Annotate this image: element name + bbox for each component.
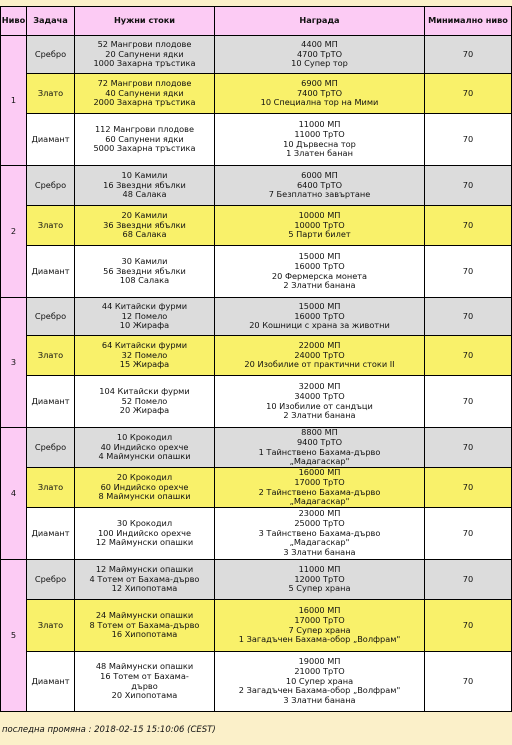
- rewards-table: [0, 6, 512, 712]
- min-level-cell: 70: [425, 206, 512, 246]
- goods-cell: [75, 166, 215, 206]
- reward-line: 10 Изобилие от сандъци: [266, 400, 373, 411]
- goods-line: 60 Индийско орехче: [100, 481, 189, 492]
- level-cell: 1: [1, 36, 27, 166]
- goods-line: 10 Крокодил: [116, 431, 173, 442]
- min-level-cell: 70: [425, 166, 512, 206]
- goods-line: 40 Сапунени ядки: [105, 87, 184, 98]
- reward-cell: [215, 468, 425, 508]
- goods-line: 8 Маймунски опашки: [98, 491, 191, 502]
- task-name-cell: Диамант: [27, 652, 75, 712]
- goods-line: 32 Помело: [121, 349, 168, 360]
- reward-line: 6400 ТрТО: [296, 179, 343, 190]
- reward-line: 15000 МП: [298, 300, 341, 311]
- table-row: [1, 114, 512, 166]
- goods-line: 24 Маймунски опашки: [95, 609, 194, 620]
- goods-line: 20 Крокодил: [116, 471, 173, 482]
- min-level-cell: 70: [425, 36, 512, 74]
- goods-line: 16 Хипопотама: [111, 629, 178, 640]
- goods-cell: [75, 114, 215, 166]
- reward-cell: [215, 600, 425, 652]
- reward-line: 4400 МП: [301, 38, 338, 49]
- reward-line: „Мадагаскар": [289, 496, 350, 507]
- reward-line: 23000 МП: [298, 508, 341, 519]
- goods-line: 112 Мангрови плодове: [94, 123, 195, 134]
- task-name-cell: Диамант: [27, 376, 75, 428]
- reward-line: 10 Специална тор на Мими: [260, 97, 379, 108]
- goods-cell: [75, 298, 215, 336]
- table-row: [1, 508, 512, 560]
- reward-line: 2 Тайнствено Бахама-дърво: [258, 486, 381, 497]
- table-row: [1, 376, 512, 428]
- reward-cell: [215, 298, 425, 336]
- goods-line: 40 Индийско орехче: [100, 441, 189, 452]
- reward-line: 15000 МП: [298, 251, 341, 262]
- reward-line: 16000 МП: [298, 605, 341, 616]
- goods-line: 8 Тотем от Бахама-дърво: [89, 619, 200, 630]
- goods-line: 12 Хипопотама: [111, 583, 178, 594]
- reward-line: 32000 МП: [298, 381, 341, 392]
- header-goods: Нужни стоки: [75, 7, 215, 36]
- goods-line: 108 Салака: [119, 275, 170, 286]
- task-name-cell: Сребро: [27, 166, 75, 206]
- reward-line: 10 Супер тор: [291, 58, 348, 69]
- reward-line: 2 Златни банана: [283, 410, 356, 421]
- reward-cell: [215, 652, 425, 712]
- reward-line: 11000 ТрТО: [294, 128, 345, 139]
- table-row: [1, 468, 512, 508]
- goods-cell: [75, 376, 215, 428]
- task-name-cell: Диамант: [27, 508, 75, 560]
- reward-cell: [215, 376, 425, 428]
- goods-line: 56 Звездни ябълки: [103, 265, 186, 276]
- reward-cell: [215, 428, 425, 468]
- reward-line: 2 Загадъчен Бахама-обор „Волфрам": [238, 685, 401, 696]
- reward-line: 16000 ТрТО: [294, 260, 345, 271]
- reward-line: 3 Тайнствено Бахама-дърво: [258, 527, 381, 538]
- goods-line: 15 Жирафа: [119, 359, 170, 370]
- table-row: [1, 652, 512, 712]
- goods-line: 12 Маймунски опашки: [95, 563, 194, 574]
- min-level-cell: 70: [425, 508, 512, 560]
- reward-cell: [215, 560, 425, 600]
- reward-line: 10 Дървесна тор: [283, 138, 356, 149]
- goods-line: 30 Крокодил: [116, 517, 173, 528]
- header-min-level: Минимално ниво: [425, 7, 512, 36]
- goods-line: 30 Камили: [121, 255, 168, 266]
- goods-line: 16 Звездни ябълки: [103, 179, 186, 190]
- reward-line: 11000 МП: [298, 563, 341, 574]
- last-modified: последна промяна : 2018-02-15 15:10:06 (CEST): [2, 725, 216, 735]
- min-level-cell: 70: [425, 336, 512, 376]
- table-row: [1, 336, 512, 376]
- task-name-cell: Сребро: [27, 36, 75, 74]
- task-name-cell: Сребро: [27, 298, 75, 336]
- reward-line: 4700 ТрТО: [296, 48, 343, 59]
- goods-cell: [75, 36, 215, 74]
- goods-line: 44 Китайски фурми: [101, 300, 188, 311]
- task-name-cell: Диамант: [27, 114, 75, 166]
- goods-line: 52 Помело: [121, 395, 168, 406]
- goods-cell: [75, 246, 215, 298]
- reward-line: 9400 ТрТО: [296, 436, 343, 447]
- min-level-cell: 70: [425, 114, 512, 166]
- reward-line: 5 Парти билет: [288, 229, 351, 240]
- reward-line: 11000 МП: [298, 119, 341, 130]
- reward-line: 3 Златни банана: [283, 547, 356, 558]
- reward-line: 24000 ТрТО: [294, 349, 345, 360]
- goods-line: 36 Звездни ябълки: [103, 219, 186, 230]
- goods-cell: [75, 560, 215, 600]
- reward-line: 7 Супер храна: [288, 624, 351, 635]
- reward-line: 2 Златни банана: [283, 280, 356, 291]
- reward-line: „Мадагаскар": [289, 456, 350, 467]
- min-level-cell: 70: [425, 600, 512, 652]
- goods-line: 20 Хипопотама: [111, 690, 178, 701]
- reward-line: 19000 МП: [298, 656, 341, 667]
- table-row: [1, 428, 512, 468]
- reward-cell: [215, 336, 425, 376]
- goods-line: 1000 Захарна тръстика: [93, 58, 196, 69]
- table-row: [1, 246, 512, 298]
- goods-line: 20 Сапунени ядки: [105, 48, 184, 59]
- table-row: [1, 560, 512, 600]
- goods-line: 20 Жирафа: [119, 405, 170, 416]
- goods-cell: [75, 652, 215, 712]
- task-name-cell: Злато: [27, 206, 75, 246]
- goods-line: 2000 Захарна тръстика: [93, 97, 196, 108]
- goods-cell: [75, 428, 215, 468]
- header-level: Ниво: [1, 7, 27, 36]
- task-name-cell: Злато: [27, 336, 75, 376]
- goods-cell: [75, 468, 215, 508]
- reward-line: 5 Супер храна: [288, 583, 351, 594]
- level-cell: 4: [1, 428, 27, 560]
- table-row: [1, 600, 512, 652]
- reward-line: 10000 МП: [298, 209, 341, 220]
- min-level-cell: 70: [425, 468, 512, 508]
- reward-cell: [215, 36, 425, 74]
- goods-line: 5000 Захарна тръстика: [93, 143, 196, 154]
- reward-line: 16000 ТрТО: [294, 310, 345, 321]
- goods-line: 10 Камили: [121, 169, 168, 180]
- reward-line: 20 Фермерска монета: [271, 270, 368, 281]
- reward-line: 16000 МП: [298, 467, 341, 478]
- reward-cell: [215, 114, 425, 166]
- reward-line: 17000 ТрТО: [294, 476, 345, 487]
- task-name-cell: Диамант: [27, 246, 75, 298]
- min-level-cell: 70: [425, 74, 512, 114]
- reward-line: 17000 ТрТО: [294, 614, 345, 625]
- reward-line: 7 Безплатно завъртане: [268, 189, 371, 200]
- reward-line: 3 Златни банана: [283, 695, 356, 706]
- task-name-cell: Злато: [27, 74, 75, 114]
- goods-line: 100 Индийско орехче: [97, 527, 192, 538]
- goods-line: дърво: [131, 680, 158, 691]
- goods-line: 10 Жирафа: [119, 320, 170, 331]
- goods-line: 60 Сапунени ядки: [105, 133, 184, 144]
- table-row: [1, 206, 512, 246]
- goods-cell: [75, 600, 215, 652]
- goods-line: 12 Помело: [121, 310, 168, 321]
- reward-line: 1 Тайнствено Бахама-дърво: [258, 446, 381, 457]
- header-reward: Награда: [215, 7, 425, 36]
- reward-line: 8800 МП: [301, 427, 338, 438]
- reward-line: 12000 ТрТО: [294, 573, 345, 584]
- task-name-cell: Сребро: [27, 428, 75, 468]
- goods-line: 4 Маймунски опашки: [98, 451, 191, 462]
- goods-line: 68 Салака: [122, 229, 167, 240]
- min-level-cell: 70: [425, 298, 512, 336]
- reward-line: 7400 ТрТО: [296, 87, 343, 98]
- reward-cell: [215, 508, 425, 560]
- header-row: [1, 7, 512, 36]
- reward-line: 10 Супер храна: [285, 675, 354, 686]
- reward-line: 6000 МП: [301, 169, 338, 180]
- reward-line: „Мадагаскар": [289, 537, 350, 548]
- table-row: [1, 36, 512, 74]
- table-row: [1, 74, 512, 114]
- task-name-cell: Злато: [27, 600, 75, 652]
- goods-line: 4 Тотем от Бахама-дърво: [89, 573, 200, 584]
- reward-line: 10000 ТрТО: [294, 219, 345, 230]
- min-level-cell: 70: [425, 428, 512, 468]
- goods-line: 64 Китайски фурми: [101, 339, 188, 350]
- goods-cell: [75, 336, 215, 376]
- min-level-cell: 70: [425, 246, 512, 298]
- table-row: [1, 298, 512, 336]
- level-cell: 3: [1, 298, 27, 428]
- min-level-cell: 70: [425, 560, 512, 600]
- goods-line: 72 Мангрови плодове: [97, 77, 192, 88]
- reward-line: 20 Изобилие от практични стоки II: [244, 359, 395, 370]
- min-level-cell: 70: [425, 652, 512, 712]
- goods-line: 48 Маймунски опашки: [95, 661, 194, 672]
- goods-cell: [75, 206, 215, 246]
- goods-line: 104 Китайски фурми: [99, 385, 190, 396]
- reward-line: 1 Златен банан: [286, 148, 353, 159]
- reward-line: 22000 МП: [298, 339, 341, 350]
- goods-line: 16 Тотем от Бахама-: [100, 670, 189, 681]
- goods-line: 48 Салака: [122, 189, 167, 200]
- reward-cell: [215, 166, 425, 206]
- reward-cell: [215, 206, 425, 246]
- reward-cell: [215, 74, 425, 114]
- goods-cell: [75, 508, 215, 560]
- reward-line: 1 Загадъчен Бахама-обор „Волфрам": [238, 634, 401, 645]
- goods-line: 20 Камили: [121, 209, 168, 220]
- table-row: [1, 166, 512, 206]
- reward-line: 20 Кошници с храна за животни: [249, 320, 390, 331]
- reward-line: 21000 ТрТО: [294, 665, 345, 676]
- level-cell: 5: [1, 560, 27, 712]
- task-name-cell: Злато: [27, 468, 75, 508]
- reward-line: 25000 ТрТО: [294, 517, 345, 528]
- task-name-cell: Сребро: [27, 560, 75, 600]
- reward-line: 34000 ТрТО: [294, 390, 345, 401]
- goods-cell: [75, 74, 215, 114]
- reward-cell: [215, 246, 425, 298]
- min-level-cell: 70: [425, 376, 512, 428]
- table-body: [1, 36, 512, 712]
- level-cell: 2: [1, 166, 27, 298]
- goods-line: 52 Мангрови плодове: [97, 38, 192, 49]
- goods-line: 12 Маймунски опашки: [95, 537, 194, 548]
- reward-line: 6900 МП: [301, 77, 338, 88]
- header-task: Задача: [27, 7, 75, 36]
